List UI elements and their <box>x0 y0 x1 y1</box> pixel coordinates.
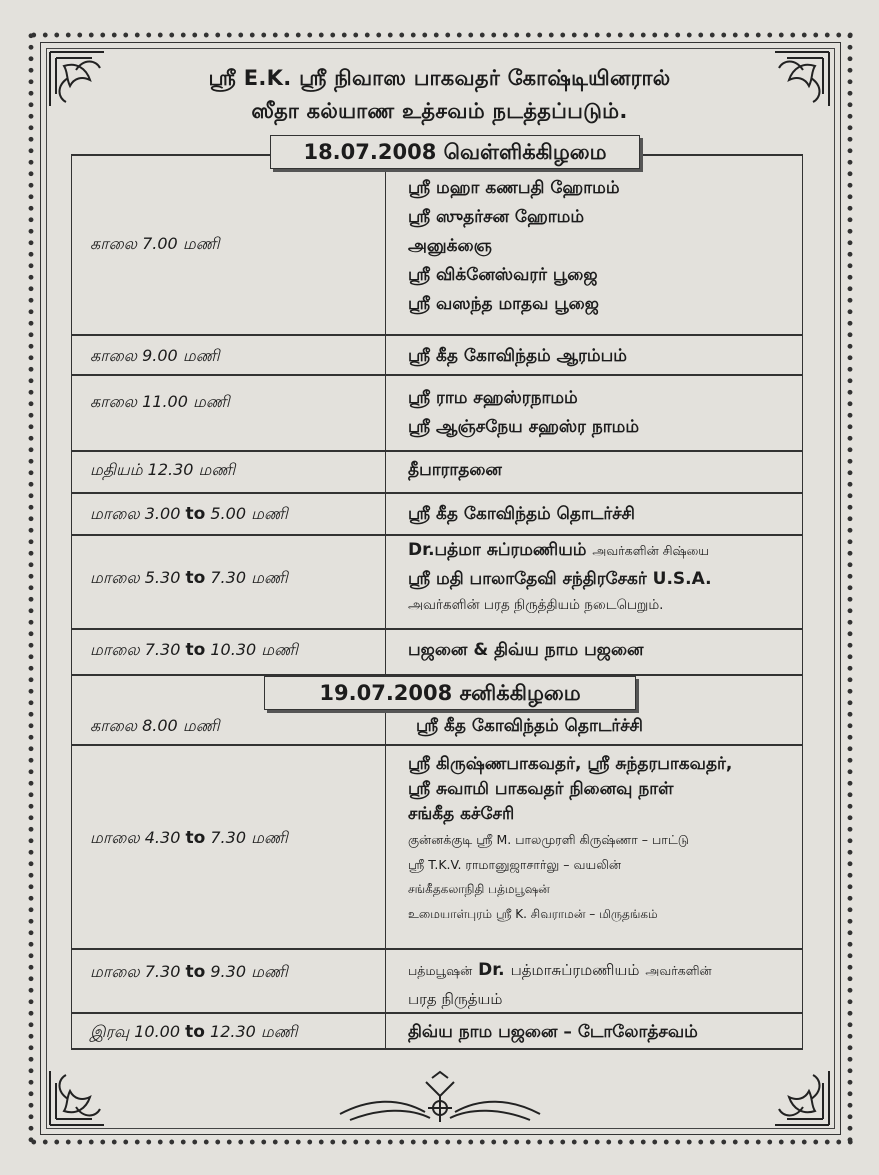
day2-row2-events <box>408 752 732 927</box>
event-line: அனுக்ஞை <box>408 236 492 256</box>
day1-date-banner: 18.07.2008 வெள்ளிக்கிழமை <box>270 135 640 169</box>
header-line-1: ஸ்ரீ E.K. ஸ்ரீ நிவாஸ பாகவதர் கோஷ்டியினரால் <box>208 66 671 90</box>
event-line: ஸ்ரீ ஆஞ்சநேய சஹஸ்ர நாமம் <box>408 417 640 437</box>
day1-row2-event: ஸ்ரீ கீத கோவிந்தம் ஆரம்பம் <box>408 346 627 366</box>
event-text-small: அவர்களின் <box>645 963 712 978</box>
invitation-header <box>0 62 879 128</box>
row-divider <box>72 492 802 494</box>
dotted-border-top <box>28 30 853 40</box>
day2-row4-time <box>90 1022 298 1043</box>
day1-row3-time: காலை 11.00 மணி <box>90 392 230 411</box>
time-end: 5.00 மணி <box>210 504 288 523</box>
column-divider <box>385 154 386 1050</box>
time-start: இரவு 10.00 <box>90 1022 181 1041</box>
event-line <box>408 956 712 985</box>
row-divider <box>72 1048 802 1050</box>
event-line: ஸ்ரீ மதி பாலாதேவி சந்திரசேகர் U.S.A. <box>408 569 712 589</box>
bottom-ornament-icon <box>330 1068 550 1130</box>
event-line-small: அவர்களின் பரத நிருத்தியம் நடைபெறும். <box>408 597 664 613</box>
time-end: 7.30 மணி <box>210 568 288 587</box>
event-line: ஸ்ரீ மஹா கணபதி ஹோமம் <box>408 178 620 198</box>
day1-row6-events <box>408 536 712 616</box>
day1-row5-time <box>90 504 288 525</box>
row-divider <box>72 374 802 376</box>
dotted-border-right <box>845 30 855 1147</box>
time-end: 10.30 மணி <box>210 640 298 659</box>
row-divider <box>72 1012 802 1014</box>
time-start: மாலை 7.30 <box>90 640 181 659</box>
time-to: to <box>185 504 206 524</box>
corner-ornament-icon <box>771 1067 833 1129</box>
time-to: to <box>185 640 206 660</box>
day1-row7-time <box>90 640 298 661</box>
time-to: to <box>185 568 206 588</box>
day1-row1-time: காலை 7.00 மணி <box>90 234 220 253</box>
row-divider <box>72 948 802 950</box>
row-divider <box>72 744 802 746</box>
day1-row6-time <box>90 568 288 589</box>
event-text-small: பத்மபூஷன் <box>408 963 473 978</box>
day2-row1-time: காலை 8.00 மணி <box>90 716 220 735</box>
time-start: மாலை 7.30 <box>90 962 181 981</box>
day2-row1-event: ஸ்ரீ கீத கோவிந்தம் தொடர்ச்சி <box>416 716 643 736</box>
artist-line: உமையாள்புரம் ஸ்ரீ K. சிவராமன் – மிருதங்கம் <box>408 907 658 921</box>
time-start: மாலை 5.30 <box>90 568 181 587</box>
time-start: மாலை 4.30 <box>90 828 181 847</box>
day1-row4-event: தீபாராதனை <box>408 460 502 480</box>
day1-row1-events <box>408 174 620 319</box>
event-line: ஸ்ரீ கிருஷ்ணபாகவதர், ஸ்ரீ சுந்தரபாகவதர், <box>408 754 733 774</box>
event-line <box>408 536 712 565</box>
artist-line: குன்னக்குடி ஸ்ரீ M. பாலமுரளி கிருஷ்ணா – பாட்டு <box>408 832 689 847</box>
artist-line: ஸ்ரீ T.K.V. ராமானுஜாசார்லு – வயலின் <box>408 857 622 872</box>
time-to: to <box>185 962 206 982</box>
time-start: மாலை 3.00 <box>90 504 181 523</box>
event-line: ஸ்ரீ வஸந்த மாதவ பூஜை <box>408 294 599 314</box>
corner-ornament-icon <box>46 1067 108 1129</box>
event-text: Dr. <box>478 960 505 980</box>
day1-row7-event: பஜனை & திவ்ய நாம பஜனை <box>408 640 644 660</box>
dotted-border-left <box>26 30 36 1147</box>
header-line-2: ஸீதா கல்யாண உத்சவம் நடத்தப்படும். <box>251 99 628 123</box>
event-line: ஸ்ரீ ஸுதர்சன ஹோமம் <box>408 207 585 227</box>
day2-row4-event: திவ்ய நாம பஜனை – டோலோத்சவம் <box>408 1022 698 1042</box>
event-line: ஸ்ரீ விக்னேஸ்வரர் பூஜை <box>408 265 598 285</box>
event-text: Dr.பத்மா சுப்ரமணியம் <box>408 540 587 560</box>
time-to: to <box>185 828 206 848</box>
event-line: ஸ்ரீ சுவாமி பாகவதர் நினைவு நாள் <box>408 779 674 799</box>
event-line: ஸ்ரீ ராம சஹஸ்ரநாமம் <box>408 388 578 408</box>
event-text: பத்மாசுப்ரமணியம் <box>510 961 640 979</box>
time-end: 12.30 மணி <box>210 1022 298 1041</box>
time-end: 7.30 மணி <box>210 828 288 847</box>
day2-date-banner: 19.07.2008 சனிக்கிழமை <box>264 676 636 710</box>
artist-line: சங்கீதகலாநிதி பத்மபூஷன் <box>408 882 550 896</box>
time-end: 9.30 மணி <box>210 962 288 981</box>
day1-row4-time: மதியம் 12.30 மணி <box>90 460 236 479</box>
event-line: சங்கீத கச்சேரி <box>408 804 515 824</box>
event-line: பரத நிருத்யம் <box>408 990 503 1008</box>
row-divider <box>72 334 802 336</box>
dotted-border-bottom <box>28 1137 853 1147</box>
day2-row3-time <box>90 962 288 983</box>
schedule-table <box>71 140 803 1050</box>
day1-row2-time: காலை 9.00 மணி <box>90 346 220 365</box>
day2-row3-events <box>408 956 712 1014</box>
day2-row2-time <box>90 828 288 849</box>
row-divider <box>72 450 802 452</box>
event-text-small: அவர்களின் சிஷ்யை <box>592 543 710 558</box>
day1-row5-event: ஸ்ரீ கீத கோவிந்தம் தொடர்ச்சி <box>408 504 635 524</box>
day1-row3-events <box>408 384 639 442</box>
time-to: to <box>185 1022 205 1042</box>
row-divider <box>72 628 802 630</box>
